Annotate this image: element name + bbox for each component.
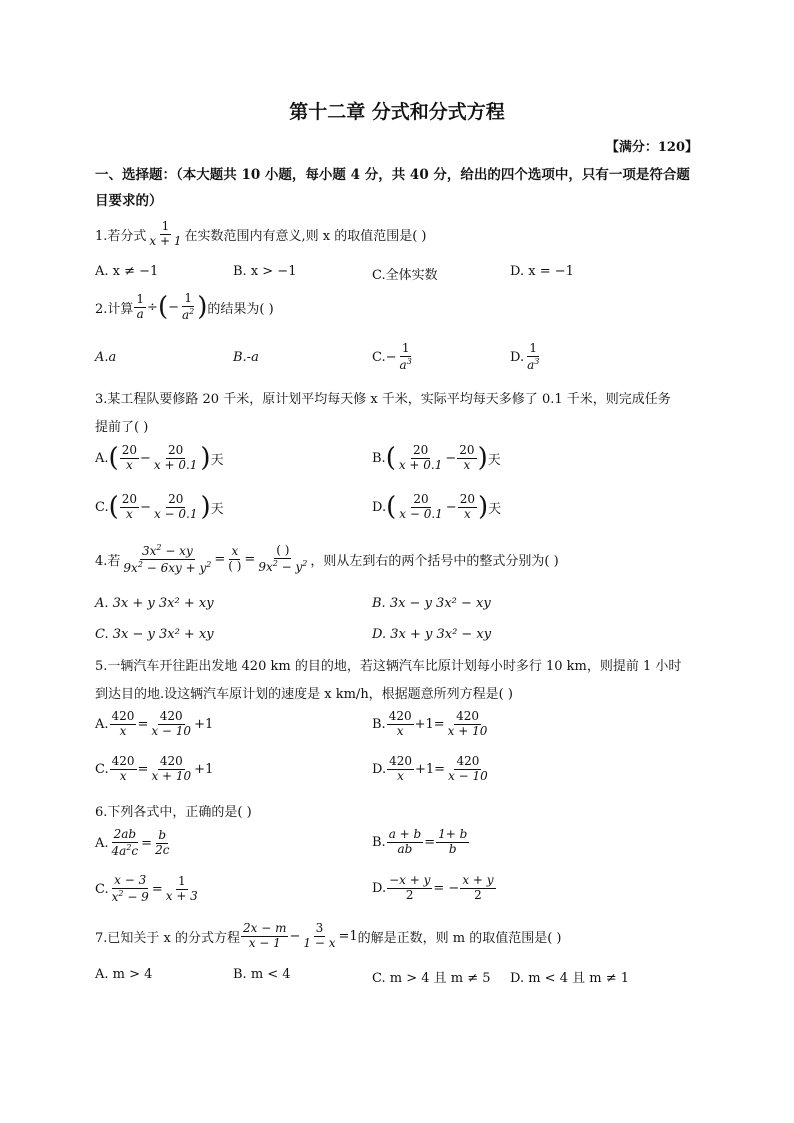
q5-option-c: C. $\frac{420}{x}$ = $\frac{420}{x + 10}$ +1 [95, 754, 214, 783]
q2-option-c: C. − $\frac{1}{a^3}$ [372, 341, 412, 372]
q3-line-1: 3.某工程队要修路 20 千米，原计划平均每天修 x 千米，实际平均每天多修了 0.1 千米，则完成任务 [95, 392, 671, 407]
q2-option-d: D. $\frac{1}{a^3}$ [510, 341, 540, 372]
q4-option-b: B. 3x − y 3x² − xy [372, 596, 491, 611]
q2-option-a: A.a [95, 350, 117, 365]
q1-option-b: B. x > −1 [233, 264, 297, 279]
q7-option-b: B. m < 4 [233, 967, 291, 982]
q4-option-a: A. 3x + y 3x² + xy [95, 596, 214, 611]
score-label: 【满分：120】 [605, 140, 698, 155]
q6-option-a: A. $\frac{2ab}{4a^2c}$ = $\frac{b}{2c}$ [95, 827, 170, 858]
q7-prefix: 7.已知关于 x 的分式方程 [95, 930, 240, 946]
q6-option-d: D. $\frac{-x + y}{2}$ = − $\frac{x + y}{2}$ [372, 873, 494, 902]
q7-option-d: D. m < 4 且 m ≠ 1 [510, 971, 629, 986]
q1-option-d: D. x = −1 [510, 264, 574, 279]
q3-option-b: B. ( $\frac{20}{x + 0.1}$ − $\frac{20}{x}$ ) 天 [372, 443, 501, 474]
q5-option-a: A. $\frac{420}{x}$ = $\frac{420}{x - 10}$ +1 [95, 709, 214, 738]
question-1 [95, 220, 427, 249]
q3-line-2: 提前了( ) [95, 420, 149, 435]
q6-option-c: C. $\frac{x - 3}{x^2 - 9}$ = $\frac{1}{x + 3}$ [95, 873, 198, 904]
q5-line-1: 5.一辆汽车开往距出发地 420 km 的目的地，若这辆汽车比原计划每小时多行 10 km，则提前 1 小时 [95, 659, 682, 674]
page-title: 第十二章 分式和分式方程 [289, 101, 505, 123]
q2-suffix: 的结果为( ) [207, 301, 274, 317]
q1-fraction [147, 220, 183, 249]
question-2: 2.计算 $\frac{1}{a}$ ÷ ( − $\frac{1}{a^2}$ ) 的结果为( ) [95, 291, 274, 323]
q5-line-2: 到达目的地.设这辆汽车原计划的速度是 x km/h，根据题意所列方程是( ) [95, 687, 513, 702]
q3-option-c: C. ( $\frac{20}{x}$ − $\frac{20}{x - 0.1}$ ) 天 [95, 492, 224, 523]
q7-option-a: A. m > 4 [95, 967, 153, 982]
question-4: 4.若 $\frac{3x^2 - xy}{9x^2 - 6xy + y^2}$ = $\frac{x}{( )}$ = $\frac{( )}{9x^2 - y^2}$ ，则从左到右的两个括号中的整式分别为( ) [95, 543, 559, 575]
q5-option-b: B. $\frac{420}{x}$ +1= $\frac{420}{x + 10}$ [372, 709, 488, 738]
q5-option-d: D. $\frac{420}{x}$ +1= $\frac{420}{x - 10}$ [372, 754, 488, 783]
q4-prefix: 4.若 [95, 553, 121, 569]
q1-frac-den: x + 1 [149, 233, 182, 248]
q4-option-d: D. 3x + y 3x² − xy [372, 627, 492, 642]
q1-option-a: A. x ≠ −1 [95, 264, 159, 279]
q1-prefix: 1.若分式 [95, 228, 147, 244]
q1-suffix: 在实数范围内有意义,则 x 的取值范围是( ) [184, 228, 427, 244]
question-7: 7.已知关于 x 的分式方程 $\frac{2x - m}{x - 1}$ − $\frac{3}{1 - x}$ =1 的解是正数，则 m 的取值范围是( ) [95, 921, 562, 950]
q6-text: 6.下列各式中，正确的是( ) [95, 805, 252, 820]
q4-suffix: ，则从左到右的两个括号中的整式分别为( ) [310, 553, 559, 569]
q2-prefix: 2.计算 [95, 301, 134, 317]
q3-option-d: D. ( $\frac{20}{x - 0.1}$ − $\frac{20}{x}$ ) 天 [372, 492, 502, 523]
q6-option-b: B. $\frac{a + b}{ab}$ = $\frac{1+ b}{b}$ [372, 827, 468, 856]
section-heading: 一、选择题：（本大题共 10 小题，每小题 4 分，共 40 分，给出的四个选项中，只有一项是符合题目要求的） [95, 167, 690, 209]
q1-option-c: C.全体实数 [372, 268, 438, 283]
q4-option-c: C. 3x − y 3x² + xy [95, 627, 214, 642]
q7-suffix: 的解是正数，则 m 的取值范围是( ) [357, 930, 562, 946]
q1-frac-num: 1 [161, 219, 170, 233]
q3-option-a: A. ( $\frac{20}{x}$ − $\frac{20}{x + 0.1}$ ) 天 [95, 443, 224, 474]
q2-option-b: B.-a [233, 350, 259, 365]
q7-option-c: C. m > 4 且 m ≠ 5 [372, 971, 491, 986]
